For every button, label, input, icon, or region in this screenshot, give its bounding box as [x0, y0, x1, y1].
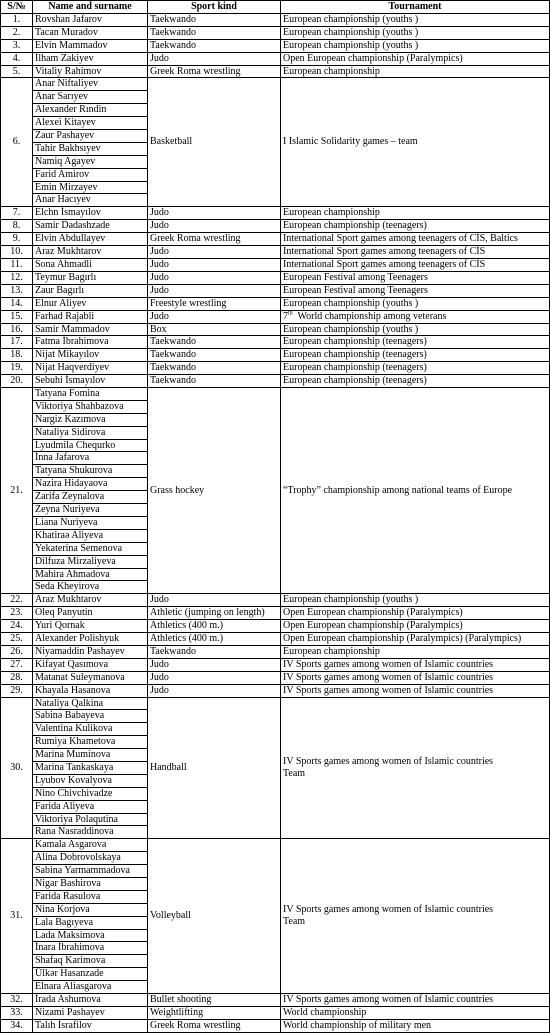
row-number: 5. [1, 65, 33, 78]
tournament: European championship (youths ) [281, 26, 550, 39]
sport-kind: Freestyle wrestling [148, 297, 281, 310]
row-number: 18. [1, 349, 33, 362]
athlete-name: Alexei Kitayev [33, 117, 147, 130]
table-row [1, 26, 550, 39]
athlete-name: Lyudmila Chequrko [33, 440, 147, 453]
tournament: European championship [281, 207, 550, 220]
row-number: 31. [1, 839, 33, 994]
row-number: 17. [1, 336, 33, 349]
athlete-name: İlham Zakiyev [33, 52, 148, 65]
table-row [1, 310, 550, 323]
athlete-name: Ülkər Hasanzade [33, 968, 147, 981]
athlete-name: Kamala Asgarova [33, 839, 147, 852]
sport-kind: Judo [148, 220, 281, 233]
row-number: 28. [1, 671, 33, 684]
athlete-name: Nazira Hidayaova [33, 478, 147, 491]
athlete-name: Anar Sarıyev [33, 91, 147, 104]
athlete-name: Yekaterina Semenova [33, 543, 147, 556]
table-row [1, 994, 550, 1007]
tournament [281, 697, 550, 839]
athlete-name: Rana Nasraddinova [35, 826, 114, 838]
sport-kind: Taekwando [148, 26, 281, 39]
header-row [1, 1, 550, 14]
row-number: 14. [1, 297, 33, 310]
tournament-type: Team [283, 767, 306, 779]
sport-kind: Bullet shooting [148, 994, 281, 1007]
athlete-name: Sebuhi İsmayılov [33, 375, 148, 388]
tournament: International Sport games among teenagers of CİS, Baltics [281, 233, 550, 246]
tournament: European championship [281, 65, 550, 78]
table-row [1, 633, 550, 646]
sport-kind: Greek Roma wrestling [148, 1019, 281, 1032]
tournament: European championship (youths ) [281, 323, 550, 336]
athlete-name: Liana Nuriyeva [33, 517, 147, 530]
athlete-name: Emin Mirzayev [33, 182, 147, 195]
athlete-name: Teymur Bagırlı [33, 271, 148, 284]
athlete-name-list [33, 839, 148, 994]
athlete-name: Valentina Kulikova [33, 723, 147, 736]
table-row [1, 39, 550, 52]
athlete-name: Anar Niftaliyev [33, 78, 147, 91]
sport-kind: Taekwando [148, 39, 281, 52]
tournament [281, 839, 550, 994]
tournament: International Sport games among teenagers of CİS [281, 258, 550, 271]
athlete-name: Rovshan Jafarov [33, 13, 148, 26]
tournament: European championship (teenagers) [281, 362, 550, 375]
athlete-name: Tatyana Fomina [33, 388, 147, 401]
row-number: 9. [1, 233, 33, 246]
table-row [1, 1019, 550, 1032]
sport-kind: Taekwando [148, 13, 281, 26]
header-name: Name and surname [33, 1, 148, 14]
athlete-name: Alina Dobrovolskaya [33, 852, 147, 865]
sport-kind: Judo [148, 310, 281, 323]
table-row [1, 607, 550, 620]
table-row [1, 349, 550, 362]
athlete-name: Elnara Aliasgarova [35, 981, 112, 993]
table-row [1, 658, 550, 671]
athlete-name: Yuri Qornak [33, 620, 148, 633]
athlete-name: İrada Ashumova [33, 994, 148, 1007]
table-row [1, 220, 550, 233]
row-number: 3. [1, 39, 33, 52]
athlete-name: Rumiya Khametova [33, 736, 147, 749]
athlete-name: Elvin Abdullayev [33, 233, 148, 246]
table-row [1, 13, 550, 26]
row-number: 11. [1, 258, 33, 271]
row-number: 30. [1, 697, 33, 839]
athlete-name: Talıh İsrafilov [33, 1019, 148, 1032]
table-row [1, 697, 550, 839]
athlete-name: Sona Ahmadli [33, 258, 148, 271]
athlete-name: Lala Bagıyeva [33, 917, 147, 930]
tournament: European championship (teenagers) [281, 336, 550, 349]
table-row [1, 78, 550, 207]
row-number: 7. [1, 207, 33, 220]
sport-kind: Greek Roma wrestling [148, 65, 281, 78]
athlete-name: Tatyana Shukurova [33, 465, 147, 478]
sport-kind: Athletics (400 m.) [148, 633, 281, 646]
row-number: 8. [1, 220, 33, 233]
row-number: 16. [1, 323, 33, 336]
table-row [1, 388, 550, 594]
row-number: 29. [1, 684, 33, 697]
table-row [1, 323, 550, 336]
table-row [1, 839, 550, 994]
row-number: 12. [1, 271, 33, 284]
tournament-text: IV Sports games among women of Islamic countries [283, 756, 494, 768]
row-number: 4. [1, 52, 33, 65]
table-row [1, 671, 550, 684]
athlete-name: Nijat Mikayılov [33, 349, 148, 362]
athlete-name: Alexander Polishyuk [33, 633, 148, 646]
sport-kind: Judo [148, 52, 281, 65]
table-row [1, 594, 550, 607]
athlete-name: Nino Chivchivadze [33, 788, 147, 801]
table-row [1, 284, 550, 297]
table-row [1, 362, 550, 375]
tournament: Open European championship (Paralympics) [281, 607, 550, 620]
tournament: World championship [281, 1006, 550, 1019]
sport-kind: Judo [148, 684, 281, 697]
athlete-name: Anar Hacıyev [35, 194, 91, 206]
row-number: 10. [1, 246, 33, 259]
tournament: European Festival among Teenagers [281, 284, 550, 297]
tournament: European championship (teenagers) [281, 375, 550, 388]
sport-kind: Greek Roma wrestling [148, 233, 281, 246]
sport-kind: Judo [148, 671, 281, 684]
table-row [1, 65, 550, 78]
table-row [1, 375, 550, 388]
athlete-name: Nargiz Kazımova [33, 414, 147, 427]
sport-kind: Judo [148, 258, 281, 271]
athlete-name: Niyamaddin Pashayev [33, 645, 148, 658]
athlete-name: Seda Kheyirova [35, 581, 100, 593]
athlete-name: Khatiraə Aliyeva [33, 530, 147, 543]
tournament: European championship (youths ) [281, 39, 550, 52]
sport-kind: Judo [148, 594, 281, 607]
athlete-name: Farhad Rajabli [33, 310, 148, 323]
athlete-name-list [33, 78, 148, 207]
athlete-name: Nizami Pashayev [33, 1006, 148, 1019]
table-row [1, 297, 550, 310]
athlete-name: Lyubov Kovalyova [33, 775, 147, 788]
tournament: European championship (teenagers) [281, 220, 550, 233]
sport-kind: Weightlifting [148, 1006, 281, 1019]
athlete-name: Farida Rasulova [33, 891, 147, 904]
athlete-name: Samir Dadashzade [33, 220, 148, 233]
athlete-name: Nataliya Qalkina [33, 698, 147, 711]
table-row [1, 620, 550, 633]
row-number: 32. [1, 994, 33, 1007]
table-row [1, 1006, 550, 1019]
row-number: 20. [1, 375, 33, 388]
row-number: 23. [1, 607, 33, 620]
tournament: European Festival among Teenagers [281, 271, 550, 284]
tournament: European championship (youths ) [281, 297, 550, 310]
tournament: Open European championship (Paralympics) (Paralympics) [281, 633, 550, 646]
sport-kind: Taekwando [148, 645, 281, 658]
tournament: I Islamic Solidarity games – team [281, 78, 550, 207]
athlete-name: Fatma İbrahimova [33, 336, 148, 349]
header-tournament: Tournament [281, 1, 550, 14]
sport-kind: Volleyball [148, 839, 281, 994]
athlete-name: Tacan Muradov [33, 26, 148, 39]
athlete-name: Nigar Bashirova [33, 878, 147, 891]
row-number: 33. [1, 1006, 33, 1019]
sport-kind: Taekwando [148, 336, 281, 349]
athlete-name: Vitaliy Rahimov [33, 65, 148, 78]
athlete-name-list [33, 697, 148, 839]
tournament-text: IV Sports games among women of Islamic countries [283, 904, 494, 916]
row-number: 24. [1, 620, 33, 633]
row-number: 25. [1, 633, 33, 646]
tournament: Open European championship (Paralympics) [281, 620, 550, 633]
tournament: Open European championship (Paralympics) [281, 52, 550, 65]
athlete-name: Khayala Hasanova [33, 684, 148, 697]
sport-kind: Judo [148, 246, 281, 259]
sport-kind: Box [148, 323, 281, 336]
sport-kind: Athletic (jumping on length) [148, 607, 281, 620]
header-sport: Sport kind [148, 1, 281, 14]
row-number: 34. [1, 1019, 33, 1032]
row-number: 1. [1, 13, 33, 26]
athlete-name: Namiq Agayev [33, 156, 147, 169]
table-row [1, 52, 550, 65]
athlete-name: Alexander Rındin [33, 104, 147, 117]
athlete-name: Dilfuza Mirzaliyeva [33, 556, 147, 569]
tournament: European championship (teenagers) [281, 349, 550, 362]
athlete-name: Matanat Suleymanova [33, 671, 148, 684]
table-row [1, 233, 550, 246]
row-number: 6. [1, 78, 33, 207]
tournament: IV Sports games among women of Islamic countries [281, 671, 550, 684]
header-num: S/№ [1, 1, 33, 14]
athlete-name: Farid Amirov [33, 169, 147, 182]
athlete-name: Sabinə Babayeva [33, 710, 147, 723]
tournament: IV Sports games among women of Islamic countries [281, 994, 550, 1007]
tournament: European championship [281, 645, 550, 658]
table-row [1, 336, 550, 349]
sport-kind: Judo [148, 271, 281, 284]
tournament: European championship (youths ) [281, 594, 550, 607]
athlete-name: Elchn İsmayılov [33, 207, 148, 220]
sport-kind: Judo [148, 658, 281, 671]
row-number: 15. [1, 310, 33, 323]
athlete-name: Araz Mukhtarov [33, 246, 148, 259]
tournament-ordinal: 7 [283, 310, 288, 322]
tournament: “Trophy” championship among national teams of Europe [281, 388, 550, 594]
tournament: World championship of military men [281, 1019, 550, 1032]
table-row [1, 645, 550, 658]
athlete-name: İnara İbrahimova [33, 942, 147, 955]
sport-kind: Basketball [148, 78, 281, 207]
athlete-name: İnna Jafarova [33, 452, 147, 465]
athlete-name: Araz Mukhtarov [33, 594, 148, 607]
athlete-name: Viktoriya Polaqutina [33, 814, 147, 827]
athlete-name: Zaur Bagırlı [33, 284, 148, 297]
row-number: 13. [1, 284, 33, 297]
athlete-name: Nataliya Sidirova [33, 427, 147, 440]
athlete-name: Zaur Pashayev [33, 130, 147, 143]
tournament: IV Sports games among women of Islamic countries [281, 684, 550, 697]
sport-kind: Handball [148, 697, 281, 839]
athlete-name: Nina Korjova [33, 904, 147, 917]
tournament [281, 310, 550, 323]
sport-kind: Grass hockey [148, 388, 281, 594]
athlete-name: Tahir Bakhsıyev [33, 143, 147, 156]
sport-kind: Athletics (400 m.) [148, 620, 281, 633]
row-number: 2. [1, 26, 33, 39]
athlete-name: Kifayat Qasımova [33, 658, 148, 671]
sport-kind: Taekwando [148, 362, 281, 375]
athlete-name: Elvin Mammadov [33, 39, 148, 52]
athlete-name: Mahira Ahmadova [33, 569, 147, 582]
sport-kind: Taekwando [148, 375, 281, 388]
athlete-name: Shafaq Karimova [33, 955, 147, 968]
sport-kind: Taekwando [148, 349, 281, 362]
athlete-name: Lada Maksimova [33, 930, 147, 943]
athlete-name: Zeyna Nuriyeva [33, 504, 147, 517]
table-row [1, 684, 550, 697]
table-row [1, 271, 550, 284]
row-number: 22. [1, 594, 33, 607]
row-number: 27. [1, 658, 33, 671]
tournament-ordinal-suffix: th [288, 310, 293, 317]
tournament: IV Sports games among women of Islamic countries [281, 658, 550, 671]
table-row [1, 258, 550, 271]
tournament-text: World championship among veterans [292, 310, 447, 322]
athlete-name: Nijat Haqverdiyev [33, 362, 148, 375]
athlete-name: Viktoriya Shahbazova [33, 401, 147, 414]
athlete-name: Oleq Panyutin [33, 607, 148, 620]
tournament: European championship (youths ) [281, 13, 550, 26]
athlete-name: Sabina Yarmammadova [33, 865, 147, 878]
athlete-name-list [33, 388, 148, 594]
sport-kind: Judo [148, 284, 281, 297]
tournament-type: Team [283, 916, 306, 928]
row-number: 21. [1, 388, 33, 594]
table-row [1, 246, 550, 259]
athlete-name: Samir Mammadov [33, 323, 148, 336]
athlete-name: Marina Tankaskaya [33, 762, 147, 775]
athlete-name: Farida Aliyeva [33, 801, 147, 814]
table-row [1, 207, 550, 220]
tournament: International Sport games among teenagers of CİS [281, 246, 550, 259]
athlete-name: Elnur Aliyev [33, 297, 148, 310]
row-number: 19. [1, 362, 33, 375]
sport-kind: Judo [148, 207, 281, 220]
row-number: 26. [1, 645, 33, 658]
athlete-name: Zarifa Zeynalova [33, 491, 147, 504]
athlete-name: Marina Muminova [33, 749, 147, 762]
